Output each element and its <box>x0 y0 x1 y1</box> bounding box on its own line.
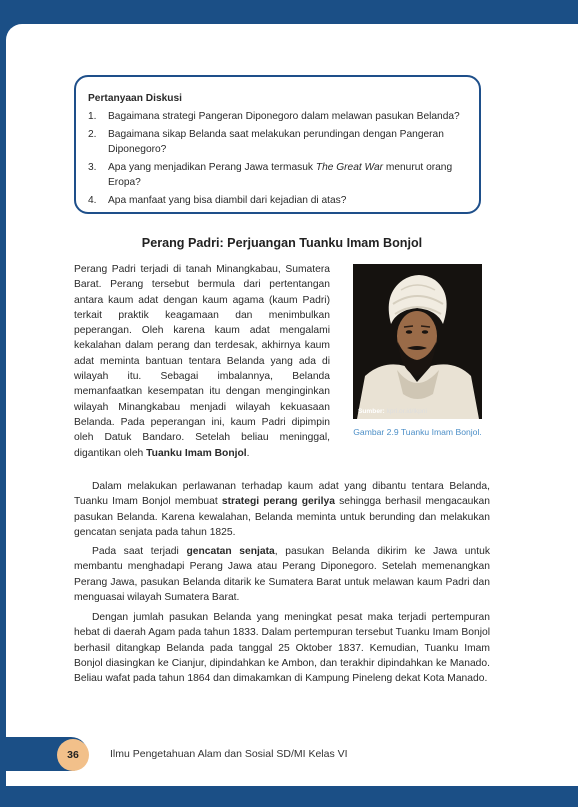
bottom-color-band <box>0 786 578 807</box>
paragraph-text: , pasukan Belanda dikirim ke Jawa untuk membantu menghadapi Perang Jawa atau Perang Diponegoro. Setelah memenangkan Perang Jawa, pasukan Belanda ditarik ke Sumatera Barat untuk melawan kaum Padri dan menguasai wilayah Sumatera Barat. <box>74 546 490 603</box>
question-text <box>108 160 476 190</box>
question-text: Bagaimana strategi Pangeran Diponegoro dalam melawan pasukan Belanda? <box>108 111 460 122</box>
question-number: 1. <box>88 111 97 122</box>
question-text: Apa manfaat yang bisa diambil dari kejadian di atas? <box>108 195 347 206</box>
figure-caption: Gambar 2.9 Tuanku Imam Bonjol. <box>353 427 482 437</box>
paragraph-text: Perang Padri terjadi di tanah Minangkabau, Sumatera Barat. Perang tersebut bermula dari pertentangan antara kaum adat dengan kaum agama (kaum Padri) terkait praktik keagamaan dan menimbulkan peperangan. Oleh karena kaum adat mengalami kekalahan dalam perang dan terdesak, akhirnya kaum adat meminta bantuan tentara Belanda yang ada di wilayah itu. Sebagai imbalannya, Belanda memanfaatkan kesempatan itu dengan menginginkan wilayah Minangkabau menjadi wilayah kekuasaan Belanda. Pada peperangan ini, kaum Padri dipimpin oleh Datuk Bandaro. Setelah beliau meninggal, digantikan oleh <box>74 264 330 459</box>
question-text-part: Apa yang menjadikan Perang Jawa termasuk <box>108 162 316 173</box>
discussion-question <box>88 160 476 190</box>
discussion-title: Pertanyaan Diskusi <box>88 93 182 104</box>
question-number: 3. <box>88 162 97 173</box>
paragraph-text: Dalam melakukan perlawanan terhadap kaum adat yang dibantu tentara Belanda, Tuanku Imam Bonjol membuat <box>74 481 490 508</box>
paragraph-intro <box>74 262 330 461</box>
question-text: Bagaimana sikap Belanda saat melakukan perundingan dengan Pangeran Diponegoro? <box>108 129 444 155</box>
question-number: 2. <box>88 129 97 140</box>
paragraph-ceasefire <box>74 544 490 605</box>
bold-term: Tuanku Imam Bonjol <box>146 447 247 459</box>
paragraph-text: . <box>246 447 250 459</box>
paragraph-text: Pada saat terjadi <box>92 546 187 557</box>
discussion-question <box>88 193 476 208</box>
discussion-question <box>88 109 476 124</box>
discussion-question <box>88 127 476 157</box>
footer-book-title: Ilmu Pengetahuan Alam dan Sosial SD/MI Kelas VI <box>110 748 348 760</box>
question-italic-term: The Great War <box>315 162 384 173</box>
portrait-illustration <box>353 264 482 419</box>
bold-term: strategi perang gerilya <box>221 496 335 508</box>
portrait-image <box>353 264 482 419</box>
image-credit <box>358 408 427 415</box>
credit-label: Sumber: <box>358 408 385 415</box>
question-number: 4. <box>88 195 97 206</box>
paragraph-text: sehingga berhasil mengacaukan pasukan Belanda. Karena kewalahan, Belanda meminta untuk berunding dan melakukan gencatan senjata pada tahun 1825. <box>74 496 490 538</box>
bold-term: gencatan senjata <box>186 546 275 557</box>
paragraph-capture: Dengan jumlah pasukan Belanda yang meningkat pesat maka terjadi pertempuran hebat di daerah Agam pada tahun 1833. Dalam pertempuran tersebut Tuanku Imam Bonjol berhasil ditangkap Belanda pada tanggal 25 Oktober 1837. Kemudian, Tuanku Imam Bonjol diasingkan ke Cianjur, dipindahkan ke Ambon, dan terakhir dipindahkan ke Manado. Beliau wafat pada tahun 1864 dan dimakamkan di Kampung Pineleng dekat Kota Manado. <box>74 612 490 685</box>
question-text-part: menurut orang Eropa? <box>108 162 453 188</box>
credit-source: kpri.or.id/lkpni <box>386 408 427 415</box>
discussion-box <box>74 75 481 214</box>
discussion-question-list <box>88 109 476 211</box>
paragraph-guerrilla <box>74 479 490 540</box>
section-title: Perang Padri: Perjuangan Tuanku Imam Bonjol <box>141 236 423 250</box>
page-number: 36 <box>57 739 89 771</box>
